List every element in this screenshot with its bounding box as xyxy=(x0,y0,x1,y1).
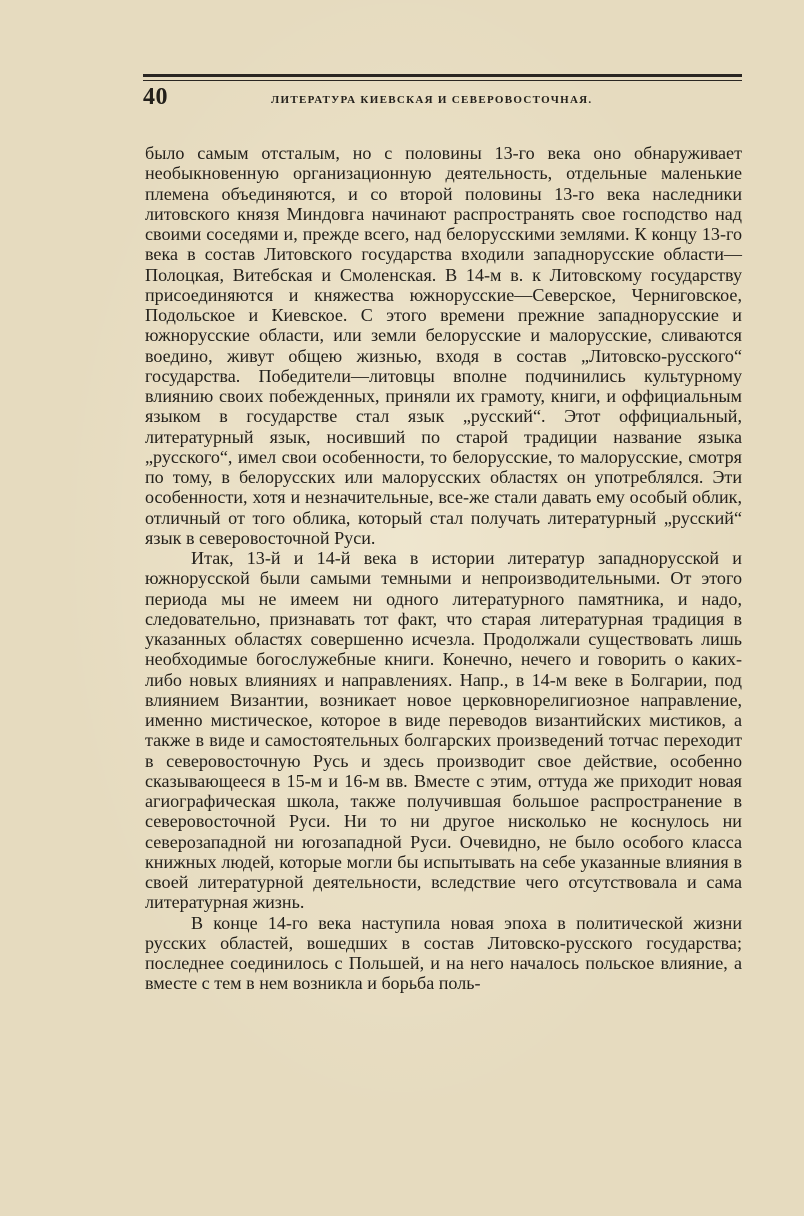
running-title: ЛИТЕРАТУРА КИЕВСКАЯ И СЕВЕРОВОСТОЧНАЯ. xyxy=(271,94,593,106)
paragraph-continued: было самым отсталым, но с половины 13-го века оно обнаруживает необыкновенную организационную деятельность, отдельные маленькие племена объединяются, и со второй половины 13-го века наследники литовского князя Миндовга начинают распространять свое господство над своими соседями и, прежде всего, над белорусскими землями. К концу 13-го века в состав Литовского государства входили западнорусские области—Полоцкая, Витебская и Смоленская. В 14-м в. к Литовскому государству присоединяются и княжества южнорусские—Северское, Черниговское, Подольское и Киевское. С этого времени прежние западнорусские и южнорусские области, или земли белорусские и малорусские, сливаются воедино, живут общею жизнью, входя в состав „Литовско-русского“ государства. Победители—литовцы вполне подчинились культурному влиянию своих побежденных, приняли их грамоту, книги, и оффициальным языком в государстве стал язык „русский“. Этот оффициальный, литературный язык, носивший по старой традиции название языка „русского“, имел свои особенности, то белорусские, то малорусские, смотря по тому, в белорусских или малорусских областях он употреблялся. Эти особенности, хотя и незначительные, все-же стали давать ему особый облик, отличный от того облика, который стал получать литературный „русский“ язык в северовосточной Руси. xyxy=(145,143,742,548)
paragraph: Итак, 13-й и 14-й века в истории литератур западнорусской и южнорусской были самыми темными и непроизводительными. От этого периода мы не имеем ни одного литературного памятника, и надо, следовательно, признавать тот факт, что старая литературная традиция в указанных областях совершенно исчезла. Продолжали существовать лишь необходимые богослужебные книги. Конечно, нечего и говорить о каких-либо новых влияниях и направлениях. Напр., в 14-м веке в Болгарии, под влиянием Византии, возникает новое церковнорелигиозное направление, именно мистическое, которое в виде переводов византийских мистиков, а также в виде и самостоятельных болгарских произведений тотчас переходит в северовосточную Русь и здесь производит свое действие, особенно сказывающееся в 15-м и 16-м вв. Вместе с этим, оттуда же приходит новая агиографическая школа, также получившая большое распространение в северовосточной Руси. Ни то ни другое нисколько не коснулось ни северозападной ни югозападной Руси. Очевидно, не было особого класса книжных людей, которые могли бы испытывать на себе указанные влияния в своей литературной деятельности, вследствие чего отсутствовала и сама литературная жизнь. xyxy=(145,548,742,913)
page-header xyxy=(143,82,742,116)
header-rule-thick xyxy=(143,74,742,77)
body-text xyxy=(145,143,742,994)
header-rule-thin xyxy=(143,80,742,81)
page-number: 40 xyxy=(143,84,168,110)
paragraph: В конце 14-го века наступила новая эпоха в политической жизни русских областей, вошедших в состав Литовско-русского государства; последнее соединилось с Польшей, и на него началось польское влияние, а вместе с тем в нем возникла и борьба поль- xyxy=(145,912,742,994)
